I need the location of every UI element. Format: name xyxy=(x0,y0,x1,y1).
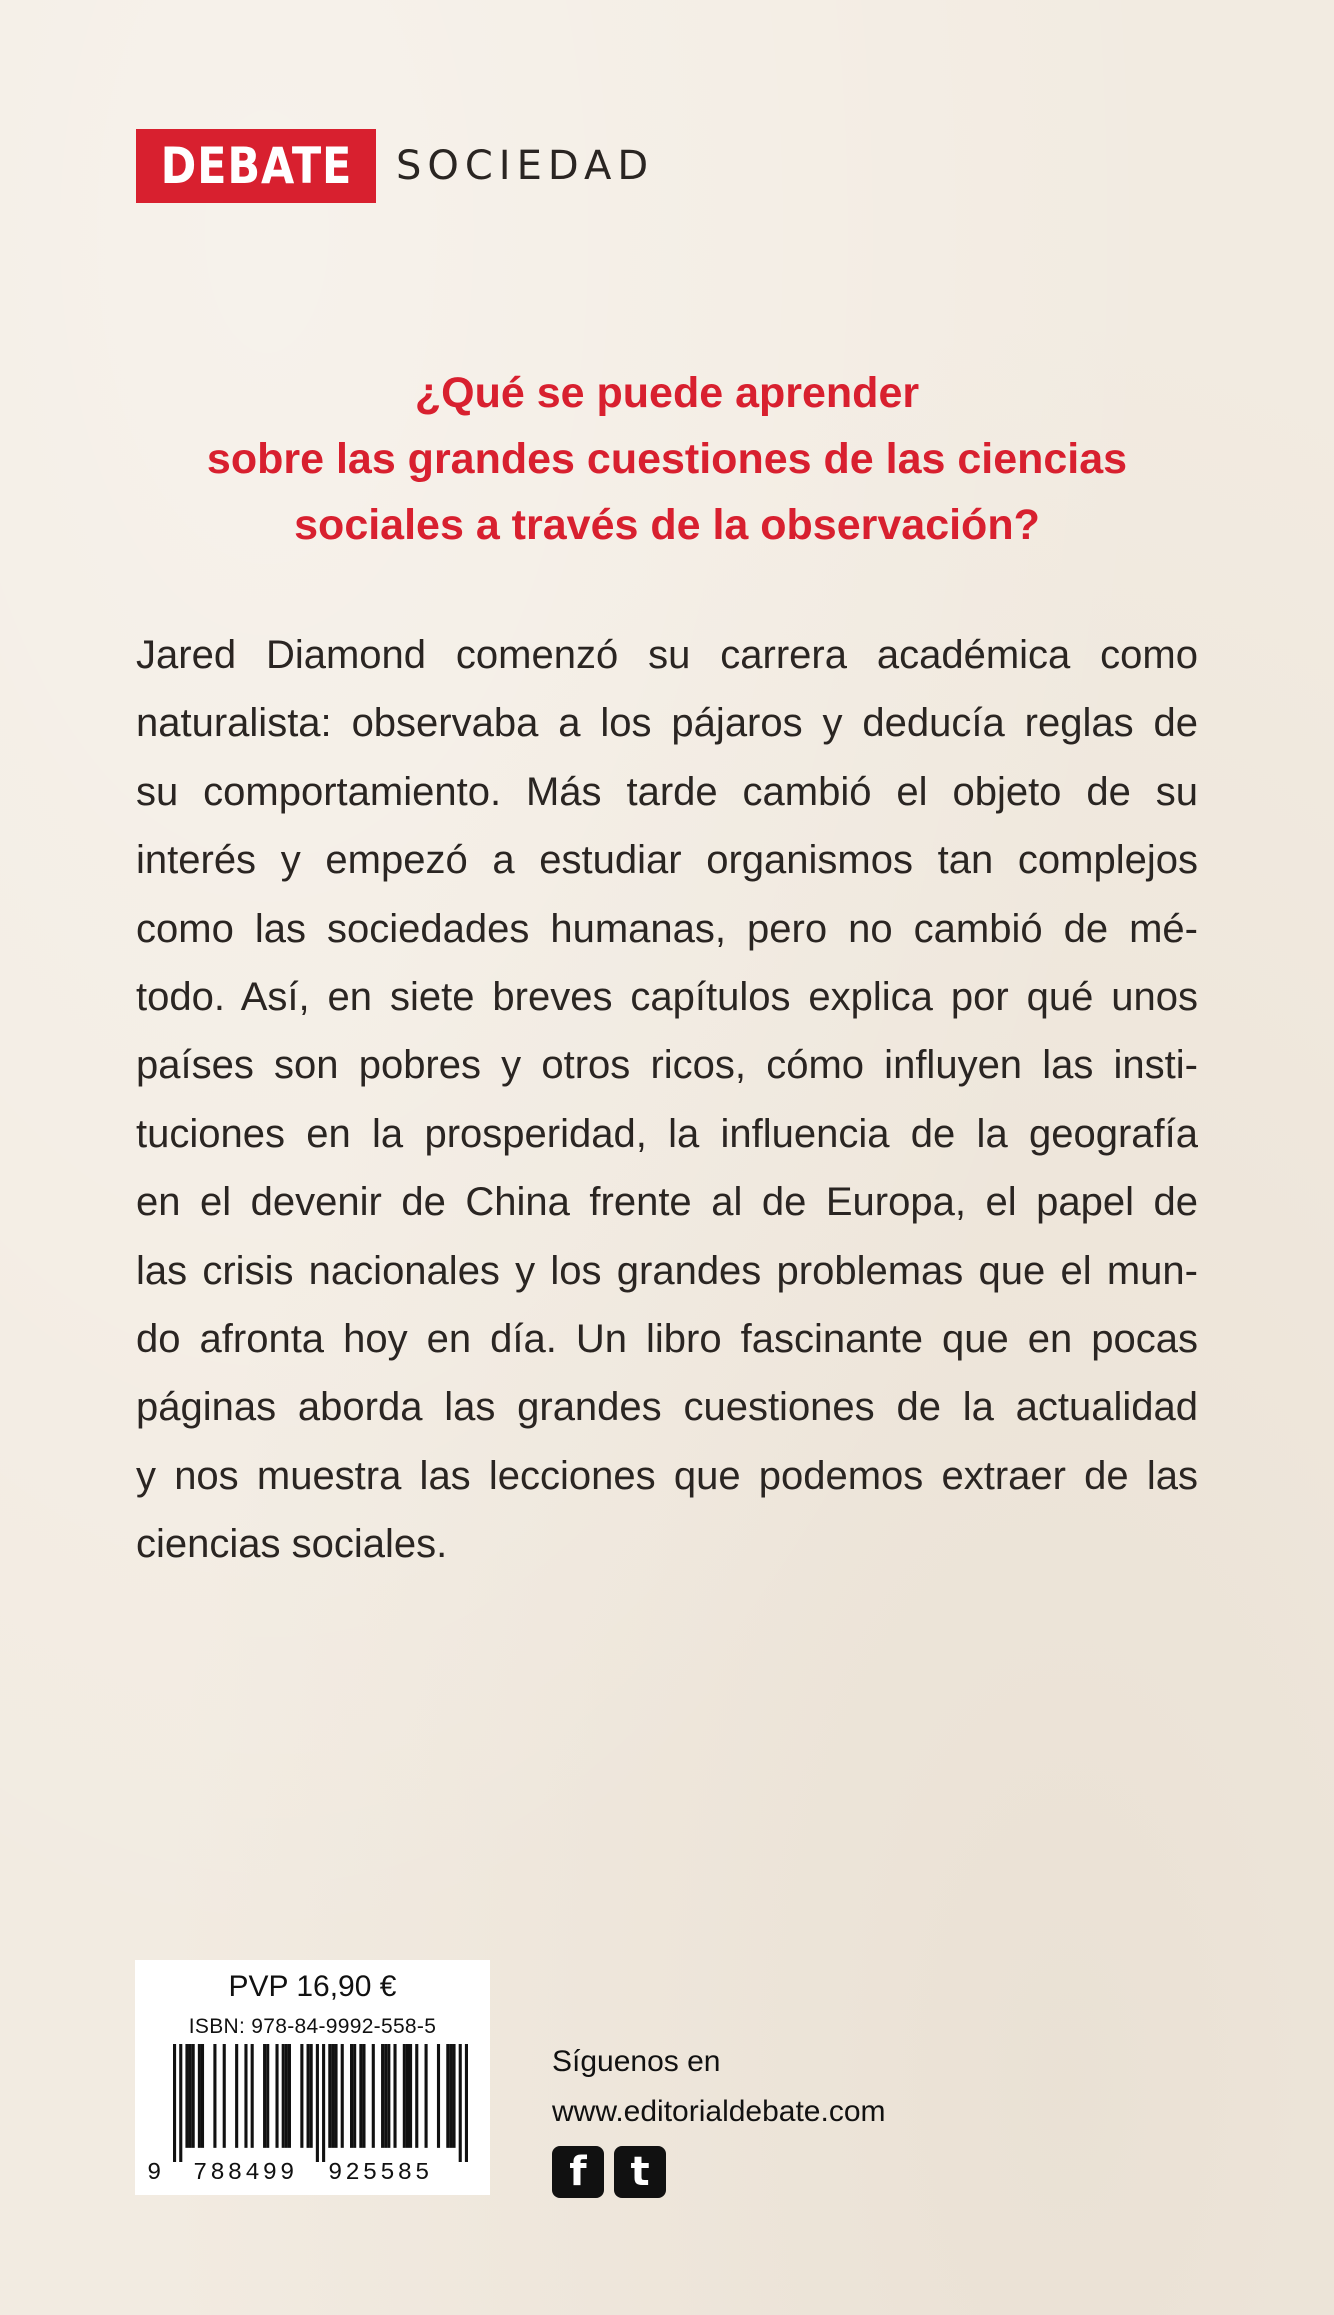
barcode-bar xyxy=(282,2044,285,2148)
barcode-bar xyxy=(179,2044,182,2162)
barcode-bar xyxy=(235,2044,238,2148)
debate-logo xyxy=(136,129,376,203)
barcode-bar xyxy=(198,2044,201,2148)
barcode-lead-digit: 9 xyxy=(147,2160,162,2187)
synopsis-line: interés y empezó a estudiar organismos tan complejos xyxy=(136,838,1198,883)
barcode-bar xyxy=(288,2044,291,2148)
barcode-bar xyxy=(322,2044,325,2162)
barcode-bar xyxy=(350,2044,353,2148)
barcode-bar xyxy=(446,2044,449,2148)
synopsis-line: en el devenir de China frente al de Europa, el papel de xyxy=(136,1180,1198,1225)
barcode-bar xyxy=(223,2044,226,2148)
website-link[interactable]: www.editorialdebate.com xyxy=(552,2095,886,2128)
follow-us xyxy=(552,2037,886,2137)
barcode-bar xyxy=(449,2044,452,2148)
synopsis-line: todo. Así, en siete breves capítulos explica por qué unos xyxy=(136,974,1198,1019)
barcode-bar xyxy=(403,2044,406,2148)
synopsis-line: su comportamiento. Más tarde cambió el objeto de su xyxy=(136,769,1198,814)
barcode-bar xyxy=(173,2044,176,2162)
price-barcode-box xyxy=(135,1960,490,2195)
barcode-bar xyxy=(406,2044,409,2148)
barcode-bar xyxy=(359,2044,362,2148)
barcode-bar xyxy=(393,2044,396,2148)
synopsis-line: y nos muestra las lecciones que podemos extraer de las xyxy=(136,1453,1198,1498)
barcode-bar xyxy=(185,2044,188,2148)
barcode-bar xyxy=(334,2044,337,2148)
barcode xyxy=(173,2044,468,2162)
barcode-bar xyxy=(409,2044,412,2148)
barcode-bar xyxy=(307,2044,310,2148)
barcode-bar xyxy=(316,2044,319,2162)
synopsis-line: do afronta hoy en día. Un libro fascinante que en pocas xyxy=(136,1316,1198,1361)
barcode-bar xyxy=(465,2044,468,2162)
collection-name: SOCIEDAD xyxy=(396,143,655,189)
barcode-bar xyxy=(263,2044,266,2148)
barcode-bar xyxy=(353,2044,356,2148)
synopsis-line: ciencias sociales. xyxy=(136,1522,448,1567)
synopsis-line: como las sociedades humanas, pero no cambió de mé- xyxy=(136,906,1198,951)
synopsis-line: países son pobres y otros ricos, cómo influyen las insti- xyxy=(136,1043,1198,1088)
barcode-bar xyxy=(244,2044,247,2148)
barcode-bar xyxy=(415,2044,418,2148)
barcode-bar xyxy=(300,2044,303,2148)
price-label: PVP 16,90 € xyxy=(228,1970,397,2003)
isbn-label: ISBN: 978-84-9992-558-5 xyxy=(188,2015,437,2038)
follow-label: Síguenos en xyxy=(552,2045,721,2078)
barcode-bar xyxy=(425,2044,428,2148)
synopsis-line: naturalista: observaba a los pájaros y deducía reglas de xyxy=(136,701,1198,746)
barcode-bar xyxy=(189,2044,192,2148)
synopsis-line: tuciones en la prosperidad, la influencia de la geografía xyxy=(136,1111,1198,1156)
barcode-bar xyxy=(251,2044,254,2148)
facebook-icon[interactable]: f xyxy=(552,2146,604,2198)
synopsis-line: páginas aborda las grandes cuestiones de la actualidad xyxy=(136,1385,1198,1430)
barcode-bar xyxy=(372,2044,375,2148)
headline xyxy=(80,360,1254,558)
synopsis-line: las crisis nacionales y los grandes problemas que el mun- xyxy=(136,1248,1198,1293)
barcode-bar xyxy=(381,2044,384,2148)
publisher-brand xyxy=(136,129,654,203)
headline-line: sobre las grandes cuestiones de las ciencias xyxy=(206,435,1128,483)
barcode-bar xyxy=(275,2044,278,2148)
barcode-digit-group: 925585 xyxy=(328,2160,433,2187)
barcode-bar xyxy=(192,2044,195,2148)
headline-line: sociales a través de la observación? xyxy=(294,501,1040,549)
barcode-bar xyxy=(384,2044,387,2148)
barcode-bar xyxy=(341,2044,344,2148)
synopsis xyxy=(136,621,1198,1578)
barcode-bar xyxy=(387,2044,390,2148)
barcode-bar xyxy=(437,2044,440,2148)
barcode-digit-group: 788499 xyxy=(193,2160,298,2187)
barcode-bar xyxy=(285,2044,288,2148)
barcode-bar xyxy=(452,2044,455,2148)
barcode-bar xyxy=(213,2044,216,2148)
barcode-bar xyxy=(328,2044,331,2148)
barcode-bar xyxy=(331,2044,334,2148)
barcode-bar xyxy=(266,2044,269,2148)
barcode-bar xyxy=(459,2044,462,2162)
twitter-icon[interactable]: t xyxy=(614,2146,666,2198)
social-links xyxy=(552,2146,666,2198)
headline-line: ¿Qué se puede aprender xyxy=(414,369,920,417)
synopsis-line: Jared Diamond comenzó su carrera académica como xyxy=(136,633,1198,677)
barcode-bar xyxy=(310,2044,313,2148)
barcode-bar xyxy=(362,2044,365,2148)
publisher-name: DEBATE xyxy=(160,137,352,195)
barcode-bar xyxy=(201,2044,204,2148)
